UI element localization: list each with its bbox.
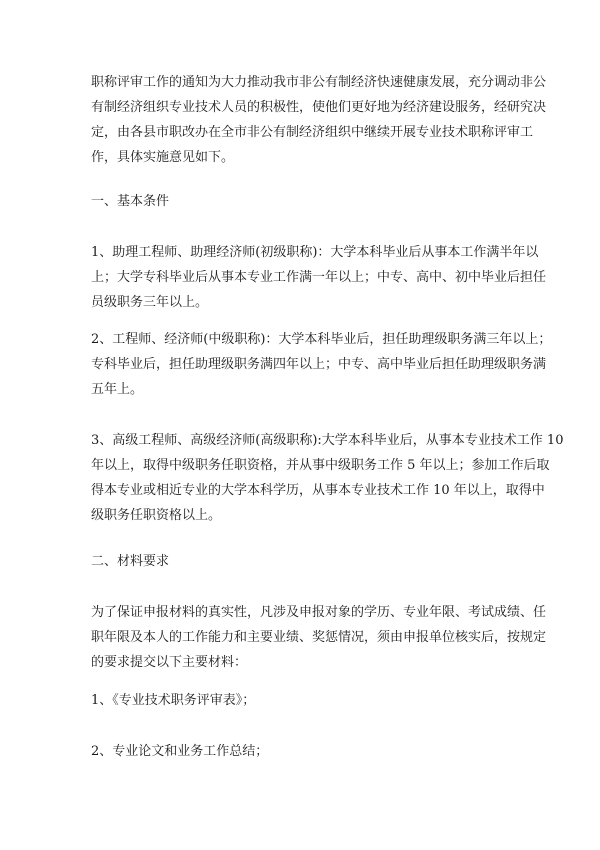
text-line: 定，由各县市职改办在全市非公有制经济组织中继续开展专业技术职称评审工	[91, 125, 534, 140]
text-line: 3、高级工程师、高级经济师(高级职称):大学本科毕业后，从事本专业技术工作 10	[91, 433, 564, 448]
text-line: 作，具体实施意见如下。	[91, 150, 235, 165]
section-heading-basic-conditions	[91, 189, 511, 214]
material-item-papers-summary	[91, 739, 511, 764]
text-line: 得本专业或相近专业的大学本科学历，从事本专业技术工作 10 年以上，取得中	[91, 483, 545, 498]
heading-text: 一、基本条件	[91, 194, 170, 209]
text-line: 有制经济组织专业技术人员的积极性，使他们更好地为经济建设服务，经研究决	[91, 100, 547, 115]
text-line: 五年上。	[91, 382, 144, 397]
text-line: 为了保证申报材料的真实性，凡涉及申报对象的学历、专业年限、考试成绩、任	[91, 605, 547, 620]
text-line: 年以上，取得中级职务任职资格，并从事中级职务工作 5 年以上；参加工作后取	[91, 458, 550, 473]
text-line: 职年限及本人的工作能力和主要业绩、奖惩情况，须由申报单位核实后，按规定	[91, 630, 547, 645]
text-line: 员级职务三年以上。	[91, 295, 209, 310]
condition-item-senior	[91, 428, 564, 528]
section-heading-materials	[91, 549, 511, 574]
text-line: 1、《专业技术职务评审表》；	[91, 693, 256, 708]
text-line: 上；大学专科毕业后从事本专业工作满一年以上；中专、高中、初中毕业后担任	[91, 270, 547, 285]
intro-paragraph	[91, 70, 547, 170]
condition-item-junior	[91, 240, 547, 315]
materials-intro-paragraph	[91, 600, 547, 675]
text-line: 的要求提交以下主要材料：	[91, 655, 248, 670]
text-line: 专科毕业后，担任助理级职务满四年以上；中专、高中毕业后担任助理级职务满	[91, 357, 547, 372]
text-line: 级职务任职资格以上。	[91, 508, 222, 523]
material-item-review-form	[91, 688, 511, 713]
text-line: 2、专业论文和业务工作总结；	[91, 744, 269, 759]
text-line: 职称评审工作的通知为大力推动我市非公有制经济快速健康发展，充分调动非公	[91, 75, 547, 90]
text-line: 1、助理工程师、助理经济师(初级职称)：大学本科毕业后从事本工作满半年以	[91, 245, 539, 260]
heading-text: 二、材料要求	[91, 554, 170, 569]
text-line: 2、工程师、经济师(中级职称)：大学本科毕业后，担任助理级职务满三年以上；	[91, 332, 552, 347]
condition-item-intermediate	[91, 327, 552, 402]
